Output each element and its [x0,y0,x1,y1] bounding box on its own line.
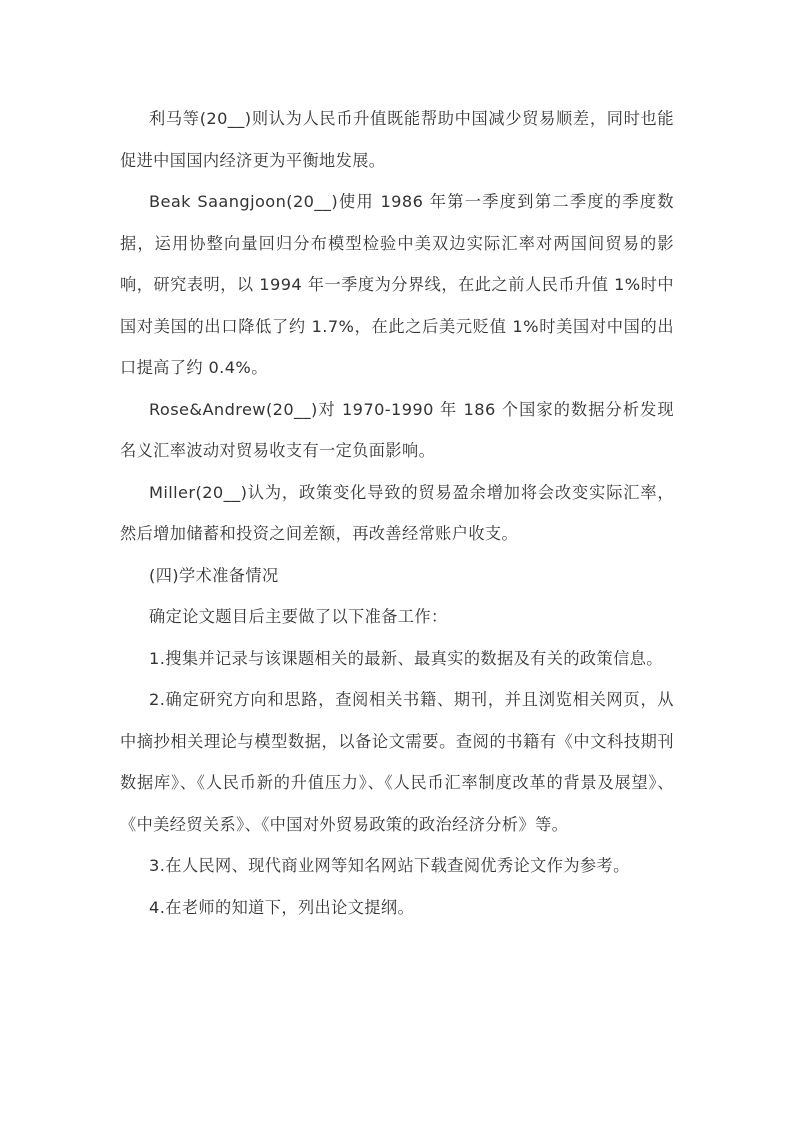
paragraph-1: 利马等(20__)则认为人民币升值既能帮助中国减少贸易顺差，同时也能促进中国国内经济更为平衡地发展。 [120,109,674,170]
paragraph-3: Rose&Andrew(20__)对 1970-1990 年 186 个国家的数据分析发现名义汇率波动对贸易收支有一定负面影响。 [120,399,674,460]
paragraph-4: Miller(20__)认为，政策变化导致的贸易盈余增加将会改变实际汇率，然后增加储蓄和投资之间差额，再改善经常账户收支。 [120,482,674,543]
document-body [120,98,674,928]
section-heading: (四)学术准备情况 [149,565,279,585]
paragraph-6: 确定论文题目后主要做了以下准备工作： [149,607,448,626]
list-item-4: 4.在老师的知道下，列出论文提纲。 [149,897,415,917]
list-item-2: 2.确定研究方向和思路，查阅相关书籍、期刊，并且浏览相关网页，从中摘抄相关理论与模型数据，以备论文需要。查阅的书籍有《中文科技期刊数据库》、《人民币新的升值压力》、《人民币汇率制度改革的背景及展望》、《中美经贸关系》、《中国对外贸易政策的政治经济分析》等。 [120,690,674,834]
list-item-3: 3.在人民网、现代商业网等知名网站下载查阅优秀论文作为参考。 [149,856,630,875]
list-item-1: 1.搜集并记录与该课题相关的最新、最真实的数据及有关的政策信息。 [149,648,663,668]
paragraph-2: Beak Saangjoon(20__)使用 1986 年第一季度到第二季度的季度数据，运用协整向量回归分布模型检验中美双边实际汇率对两国间贸易的影响，研究表明，以 1994 年一季度为分界线，在此之前人民币升值 1%时中国对美国的出口降低了约 1.7%，在此之后美元贬值 1%时美国对中国的出口提高了约 0.4%。 [120,192,674,377]
